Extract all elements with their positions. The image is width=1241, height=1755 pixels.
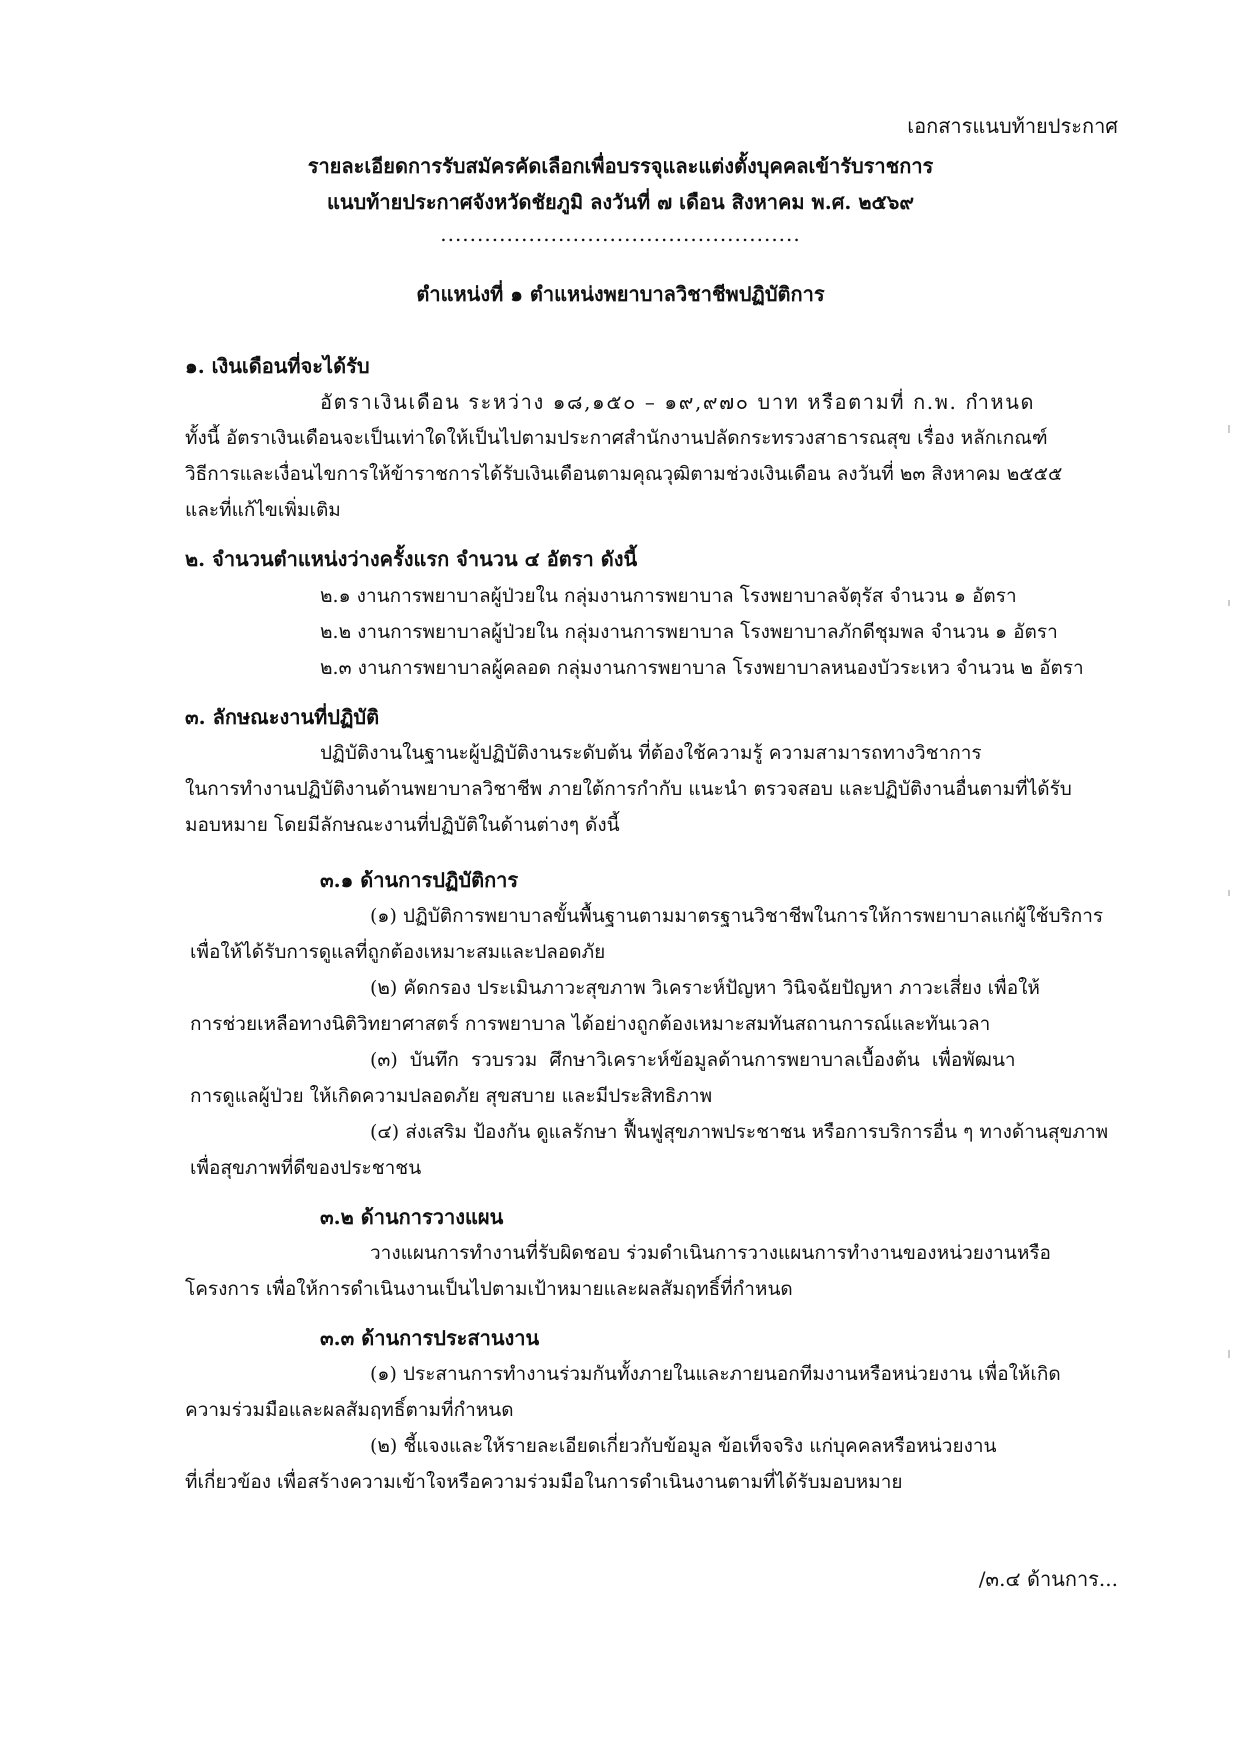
section-3-1-p3-line-1: (๓) บันทึก รวบรวม ศึกษาวิเคราะห์ข้อมูลด้านการพยาบาลเบื้องต้น เพื่อพัฒนา [370,1049,1016,1071]
section-3-3-p2-line-1: (๒) ชี้แจงและให้รายละเอียดเกี่ยวกับข้อมูล ข้อเท็จจริง แก่บุคคลหรือหน่วยงาน [370,1435,997,1457]
section-3-3-p1-line-1: (๑) ประสานการทำงานร่วมกันทั้งภายในและภายนอกทีมงานหรือหน่วยงาน เพื่อให้เกิด [370,1363,1061,1385]
section-1-line-1: อัตราเงินเดือน ระหว่าง ๑๘,๑๕๐ – ๑๙,๙๗๐ บาท หรือตามที่ ก.พ. กำหนด [320,390,1036,414]
position-title: ตำแหน่งที่ ๑ ตำแหน่งพยาบาลวิชาชีพปฏิบัติการ [416,282,825,306]
section-3-3-heading: ๓.๓ ด้านการประสานงาน [320,1326,540,1350]
scan-mark [1228,890,1230,896]
section-3-1-p2-line-2: การช่วยเหลือทางนิติวิทยาศาสตร์ การพยาบาล ได้อย่างถูกต้องเหมาะสมทันสถานการณ์และทันเวลา [190,1013,991,1035]
scan-mark [1228,600,1230,606]
section-2-item-3: ๒.๓ งานการพยาบาลผู้คลอด กลุ่มงานการพยาบาล โรงพยาบาลหนองบัวระเหว จำนวน ๒ อัตรา [320,657,1084,679]
section-1-line-3: วิธีการและเงื่อนไขการให้ข้าราชการได้รับเงินเดือนตามคุณวุฒิตามช่วงเงินเดือน ลงวันที่ ๒๓ สิงหาคม ๒๕๕๕ [185,463,1063,485]
document-title-line-2: แนบท้ายประกาศจังหวัดชัยภูมิ ลงวันที่ ๗ เดือน สิงหาคม พ.ศ. ๒๕๖๙ [326,190,914,214]
section-1-line-2: ทั้งนี้ อัตราเงินเดือนจะเป็นเท่าใดให้เป็นไปตามประกาศสำนักงานปลัดกระทรวงสาธารณสุข เรื่อง หลักเกณฑ์ [185,427,1048,449]
title-divider: ................................................. [440,222,801,246]
section-3-2-heading: ๓.๒ ด้านการวางแผน [320,1205,504,1229]
section-3-1-p4-line-1: (๔) ส่งเสริม ป้องกัน ดูแลรักษา ฟื้นฟูสุขภาพประชาชน หรือการบริการอื่น ๆ ทางด้านสุขภาพ [370,1121,1109,1143]
document-title-line-1: รายละเอียดการรับสมัครคัดเลือกเพื่อบรรจุและแต่งตั้งบุคคลเข้ารับราชการ [307,154,934,178]
section-3-intro-line-1: ปฏิบัติงานในฐานะผู้ปฏิบัติงานระดับต้น ที่ต้องใช้ความรู้ ความสามารถทางวิชาการ [320,742,982,764]
section-2-heading: ๒. จำนวนตำแหน่งว่างครั้งแรก จำนวน ๔ อัตรา ดังนี้ [185,547,638,571]
section-3-1-p1-line-1: (๑) ปฏิบัติการพยาบาลขั้นพื้นฐานตามมาตรฐานวิชาชีพในการให้การพยาบาลแก่ผู้ใช้บริการ [370,905,1104,927]
section-3-2-line-2: โครงการ เพื่อให้การดำเนินงานเป็นไปตามเป้าหมายและผลสัมฤทธิ์ที่กำหนด [185,1278,793,1300]
section-3-1-p2-line-1: (๒) คัดกรอง ประเมินภาวะสุขภาพ วิเคราะห์ปัญหา วินิจฉัยปัญหา ภาวะเสี่ยง เพื่อให้ [370,977,1040,999]
section-2-item-1: ๒.๑ งานการพยาบาลผู้ป่วยใน กลุ่มงานการพยาบาล โรงพยาบาลจัตุรัส จำนวน ๑ อัตรา [320,585,1017,607]
section-3-3-p2-line-2: ที่เกี่ยวข้อง เพื่อสร้างความเข้าใจหรือความร่วมมือในการดำเนินงานตามที่ได้รับมอบหมาย [185,1471,903,1493]
attachment-label: เอกสารแนบท้ายประกาศ [907,114,1118,138]
section-3-heading: ๓. ลักษณะงานที่ปฏิบัติ [185,705,380,729]
section-3-1-p3-line-2: การดูแลผู้ป่วย ให้เกิดความปลอดภัย สุขสบาย และมีประสิทธิภาพ [190,1085,713,1107]
section-3-2-line-1: วางแผนการทำงานที่รับผิดชอบ ร่วมดำเนินการวางแผนการทำงานของหน่วยงานหรือ [370,1242,1051,1264]
section-1-heading: ๑. เงินเดือนที่จะได้รับ [185,354,370,378]
section-3-intro-line-3: มอบหมาย โดยมีลักษณะงานที่ปฏิบัติในด้านต่างๆ ดังนี้ [185,814,620,836]
section-1-line-4: และที่แก้ไขเพิ่มเติม [185,499,341,521]
scan-mark [1228,425,1230,433]
section-3-1-p1-line-2: เพื่อให้ได้รับการดูแลที่ถูกต้องเหมาะสมและปลอดภัย [190,941,606,963]
section-3-1-p4-line-2: เพื่อสุขภาพที่ดีของประชาชน [190,1157,422,1179]
continuation-marker: /๓.๔ ด้านการ... [978,1567,1118,1591]
section-3-3-p1-line-2: ความร่วมมือและผลสัมฤทธิ์ตามที่กำหนด [185,1399,514,1421]
section-3-1-heading: ๓.๑ ด้านการปฏิบัติการ [320,868,519,892]
section-2-item-2: ๒.๒ งานการพยาบาลผู้ป่วยใน กลุ่มงานการพยาบาล โรงพยาบาลภักดีชุมพล จำนวน ๑ อัตรา [320,621,1058,643]
section-3-intro-line-2: ในการทำงานปฏิบัติงานด้านพยาบาลวิชาชีพ ภายใต้การกำกับ แนะนำ ตรวจสอบ และปฏิบัติงานอื่นตามที่ได้รับ [185,778,1072,800]
scan-mark [1228,1350,1230,1358]
